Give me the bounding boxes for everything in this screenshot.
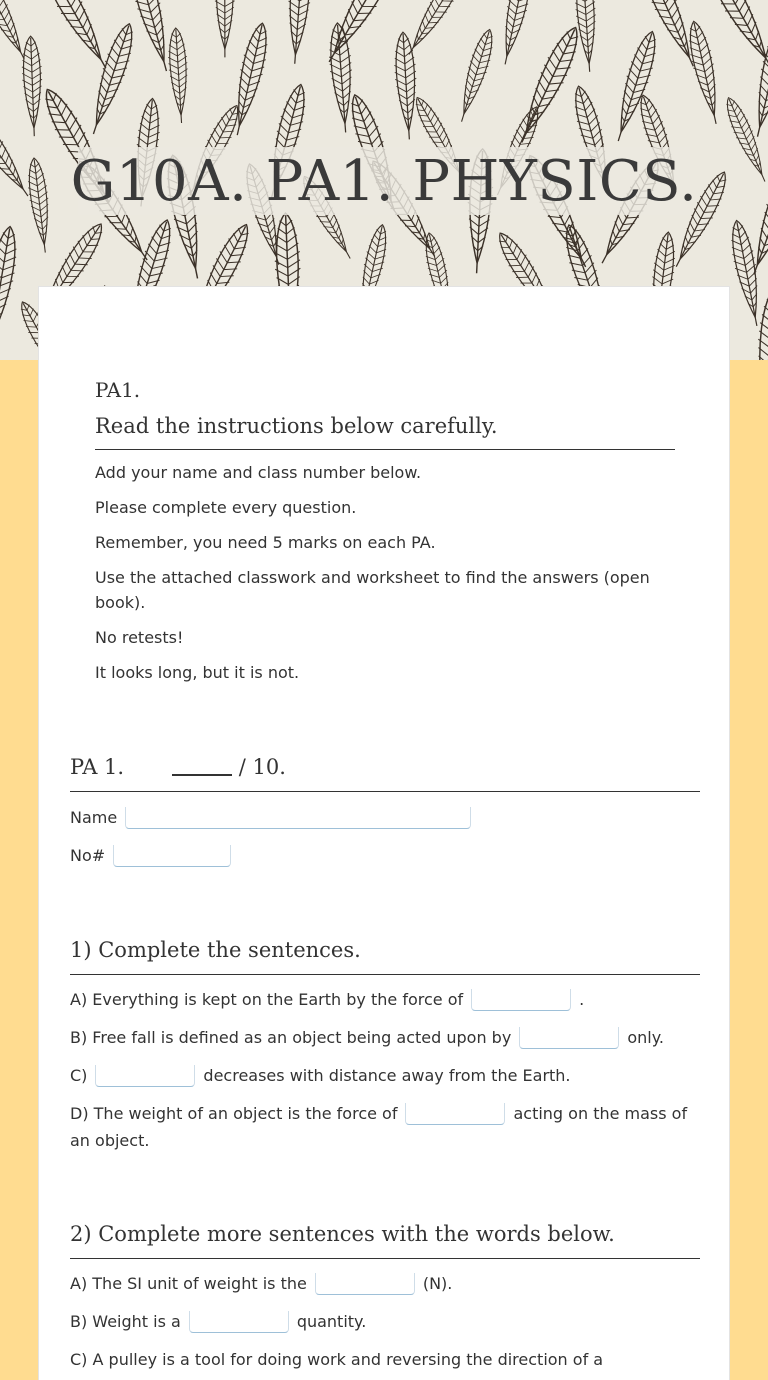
feather-icon [35,0,117,74]
number-row [70,842,700,869]
feather-icon [720,94,768,185]
feather-icon [83,20,141,137]
number-input[interactable] [113,845,231,867]
divider [70,791,700,792]
score-section [70,753,700,869]
feather-icon [25,157,55,254]
instruction-item: Add your name and class number below. [95,463,422,482]
name-input[interactable] [125,807,471,829]
name-row [70,804,700,831]
feather-icon [401,0,470,60]
title-box [70,147,698,215]
score-label: PA 1. [70,755,125,779]
instruction-item: It looks long, but it is not. [95,663,300,682]
score-blank [172,756,232,776]
q2-c-text: C) A pulley is a tool for doing work and reversing the direction of a [70,1350,604,1369]
instruction-item: Please complete every question. [95,498,357,517]
question-2 [70,1220,700,1373]
q2-a-end: (N). [422,1274,453,1293]
question-1 [70,936,700,1154]
feather-icon [226,21,273,138]
q2-a [70,1270,700,1297]
feather-icon [21,36,44,137]
q1-a-end: . [579,990,585,1009]
q1-a-blank[interactable] [471,989,571,1011]
q1-b-text: B) Free fall is defined as an object being acted upon by [70,1028,512,1047]
instruction-item: Use the attached classwork and worksheet to find the answers (open book). [95,568,650,612]
feather-icon [510,22,586,147]
q1-b-blank[interactable] [519,1027,619,1049]
q1-c [70,1062,700,1089]
feather-icon [698,0,768,73]
score-total: / 10. [238,755,286,779]
intro-heading-pa: PA1. [95,378,141,402]
worksheet-card [38,286,730,1380]
feather-icon [607,28,663,144]
feather-icon [751,284,768,360]
divider [70,1258,700,1259]
instruction-item: No retests! [95,628,184,647]
feather-icon [742,153,768,278]
q1-d-blank[interactable] [405,1103,505,1125]
feather-icon [284,0,314,65]
q1-c-blank[interactable] [95,1065,195,1087]
q2-a-text: A) The SI unit of weight is the [70,1274,307,1293]
q1-d [70,1100,700,1154]
feather-icon [0,0,33,64]
intro-heading-read: Read the instructions below carefully. [95,414,498,438]
q1-b-end: only. [627,1028,664,1047]
q2-heading: 2) Complete more sentences with the words below. [70,1222,615,1246]
feather-icon [327,22,357,133]
q1-c-end: decreases with distance away from the Earth. [203,1066,571,1085]
feather-icon [166,27,190,123]
instructions-list [95,460,675,685]
feather-icon [452,27,498,125]
feather-icon [0,225,22,349]
q2-a-blank[interactable] [315,1273,415,1295]
divider [70,974,700,975]
score-heading [70,753,700,781]
q1-heading: 1) Complete the sentences. [70,938,361,962]
divider [95,449,675,450]
feather-icon [215,0,235,57]
instruction-item: Remember, you need 5 marks on each PA. [95,533,436,552]
q1-d-text: D) The weight of an object is the force of [70,1104,398,1123]
q2-b-blank[interactable] [189,1311,289,1333]
q2-b [70,1308,700,1335]
page-title: G10A. PA1. PHYSICS. [70,148,698,214]
q2-b-end: quantity. [296,1312,367,1331]
q1-b [70,1024,700,1051]
q2-b-text: B) Weight is a [70,1312,181,1331]
name-label: Name [70,808,118,827]
instructions-section [95,377,675,695]
q1-d-end: acting on the mass of an object. [70,1104,688,1150]
number-label: No# [70,846,106,865]
q1-a-text: A) Everything is kept on the Earth by the force of [70,990,464,1009]
feather-icon [495,0,536,66]
q2-c [70,1346,700,1373]
q1-a [70,986,700,1013]
feather-icon [392,32,419,140]
feather-icon [684,19,727,126]
q1-c-text: C) [70,1066,88,1085]
